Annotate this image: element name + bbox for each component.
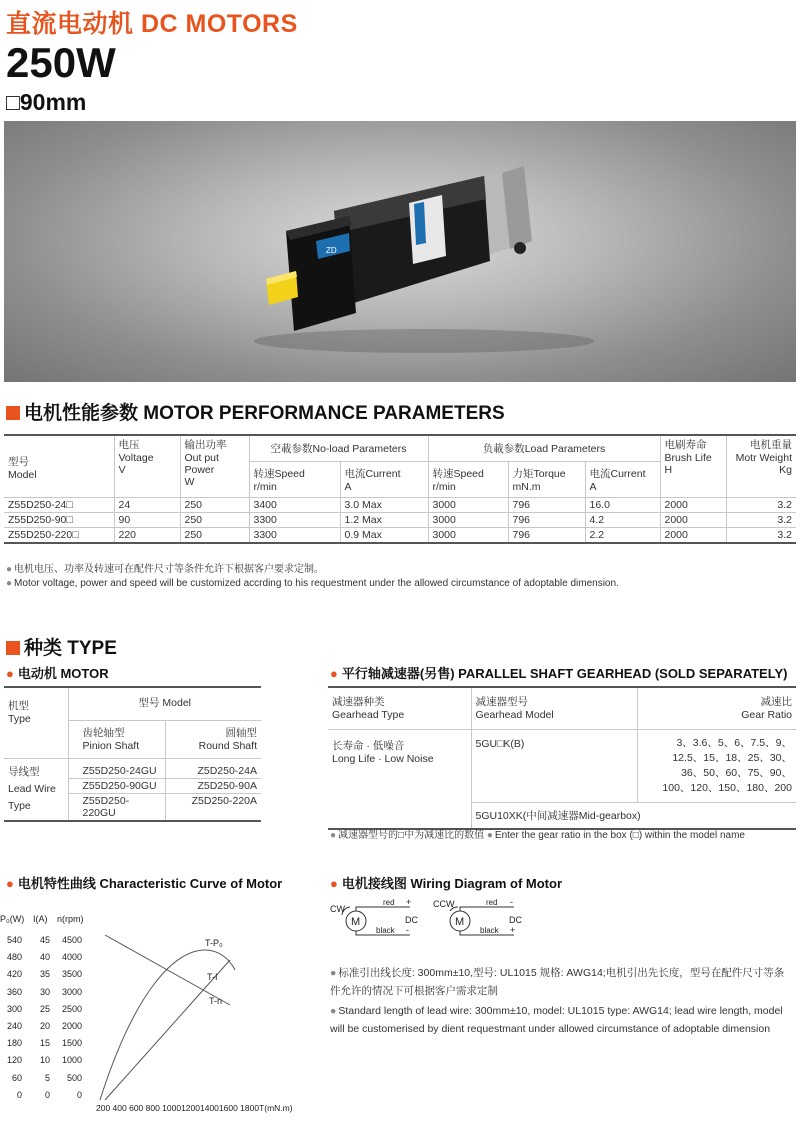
perf-note-cn: ● 电机电压、功率及转速可在配件尺寸等条件允许下根据客户要求定制。	[6, 564, 325, 575]
svg-text:DC: DC	[405, 915, 418, 925]
col-noload-speed: 转速Speed r/min	[249, 462, 340, 498]
motor-subheading: ● 电动机 MOTOR	[6, 666, 109, 681]
col-brush: 电刷寿命 Brush Life H	[660, 435, 726, 498]
perf-note-en: ● Motor voltage, power and speed will be customized accrding to his requestment under the allowed circumstance of adoptable dimension.	[6, 578, 619, 589]
orange-dot-icon: ●	[330, 876, 338, 891]
svg-text:DC: DC	[509, 915, 522, 925]
tick-label: 60	[11, 1072, 22, 1083]
tick-label: 45	[39, 935, 50, 945]
table-row: 导线型 Lead Wire Type Z55D250-24GU Z5D250-24A	[4, 759, 261, 779]
table-row: 长寿命 · 低噪音 Long Life · Low Noise 5GU□K(B) 3、3.6、5、6、7.5、9、 12.5、15、18、25、30、 36、50、60、75、90、 100、120、150、180、200	[328, 730, 796, 803]
svg-text:-: -	[510, 897, 513, 907]
tick-label: 4500	[61, 935, 82, 945]
svg-text:red: red	[383, 898, 395, 907]
orange-dot-icon: ●	[6, 666, 14, 681]
tick-label: 5	[44, 1072, 50, 1083]
curve-po-label: T-P₀	[205, 938, 223, 948]
power-rating: 250W	[6, 39, 116, 86]
axis-i-label: I(A)	[33, 914, 48, 924]
table-row: 5GU10XK(中间减速器Mid-gearbox)	[328, 803, 796, 830]
tick-label: 4000	[61, 952, 82, 963]
tick-label: 480	[6, 952, 22, 963]
tick-label: 420	[6, 969, 22, 980]
tick-label: 0	[44, 1089, 50, 1100]
motor-photo	[4, 121, 796, 382]
tick-label: 15	[39, 1038, 50, 1049]
tick-label: 500	[66, 1072, 82, 1083]
col-model: 型号 Model	[68, 687, 261, 721]
col-gear-ratio: 减速比 Gear Ratio	[637, 687, 796, 730]
gearhead-table	[328, 686, 796, 830]
tick-label: 180	[6, 1038, 22, 1049]
wiring-text-cn: ● 标准引出线长度: 300mm±10,型号: UL1015 规格: AWG14;电机引出先长度，型号在配件尺寸等条件允许的情况下可根据客户需求定制	[330, 967, 785, 997]
tick-label: 3000	[61, 986, 82, 997]
table-row: Z55D250-220GU Z5D250-220A	[4, 794, 261, 822]
table-row: Z55D250-220□ 220 250 3300 0.9 Max 3000 796 2.2 2000 3.2	[4, 528, 796, 544]
performance-heading: 电机性能参数 MOTOR PERFORMANCE PARAMETERS	[6, 398, 505, 425]
table-row: Z55D250-90□ 90 250 3300 1.2 Max 3000 796 4.2 2000 3.2	[4, 513, 796, 528]
wiring-heading: ● 电机接线图 Wiring Diagram of Motor	[330, 876, 563, 891]
gear-note: ● 减速器型号的□中为减速比的数值 ● Enter the gear ratio in the box (□) within the model name	[330, 830, 745, 841]
tick-label: 25	[39, 1003, 50, 1014]
table-row: Z55D250-90GU Z5D250-90A	[4, 779, 261, 794]
characteristic-curve	[95, 930, 295, 1110]
tick-label: 40	[39, 952, 50, 963]
svg-text:M: M	[351, 916, 361, 928]
tick-label: 35	[39, 969, 50, 980]
tick-label: 300	[6, 1003, 22, 1014]
col-round: 圆轴型 Round Shaft	[165, 721, 261, 759]
col-pinion: 齿轮轴型 Pinion Shaft	[68, 721, 165, 759]
tick-label: 360	[6, 986, 22, 997]
col-load-torque: 力矩Torque mN.m	[508, 462, 585, 498]
photo-label: ZD	[326, 246, 337, 255]
type-heading: 种类 TYPE	[6, 633, 117, 660]
tick-label: 30	[39, 986, 50, 997]
tick-label: 2000	[61, 1021, 82, 1031]
curve-n-label: T-n	[209, 996, 223, 1006]
wiring-diagram	[328, 895, 538, 945]
curve-i-label: T-I	[207, 972, 218, 982]
axis-n-label: n(rpm)	[57, 914, 84, 924]
ccw-label: CCW	[433, 899, 455, 909]
svg-text:+: +	[510, 925, 516, 935]
tick-label: 0	[16, 1089, 22, 1100]
col-gear-type: 减速器种类 Gearhead Type	[328, 687, 471, 730]
x-axis-label: 200 400 600 800 1000120014001600 1800T(mN.m)	[96, 1103, 293, 1113]
orange-dot-icon: ●	[6, 876, 14, 891]
tick-label: 540	[6, 935, 22, 945]
frame-size: □90mm	[6, 89, 87, 115]
wiring-text-en: ● Standard length of lead wire: 300mm±10, model: UL1015 type: AWG14; lead wire length, model will be customerised by dient requestmant under allowed circumstance of adoptable dimension	[330, 1005, 783, 1035]
cw-label: CW	[330, 904, 345, 914]
col-load: 负載参数Load Parameters	[428, 435, 660, 462]
tick-label: 20	[39, 1021, 50, 1031]
col-gear-model: 减速器型号 Gearhead Model	[471, 687, 637, 730]
svg-text:-: -	[406, 925, 409, 935]
tick-label: 3500	[61, 969, 82, 980]
col-power: 输出功率 Out put Power W	[180, 435, 249, 498]
curve-heading: ● 电机特性曲线 Characteristic Curve of Motor	[6, 876, 283, 891]
col-model: 型号 Model	[4, 435, 114, 498]
motor-type-table	[4, 686, 261, 822]
col-load-speed: 转速Speed r/min	[428, 462, 508, 498]
orange-square-icon	[6, 406, 20, 420]
col-type: 机型 Type	[4, 687, 68, 759]
col-load-current: 电流Current A	[585, 462, 660, 498]
table-row: Z55D250-24□ 24 250 3400 3.0 Max 3000 796 16.0 2000 3.2	[4, 498, 796, 513]
tick-label: 2500	[61, 1003, 82, 1014]
col-voltage: 电压 Voltage V	[114, 435, 180, 498]
performance-table	[4, 434, 796, 544]
col-noload-current: 电流Current A	[340, 462, 428, 498]
col-noload: 空載参数No-load Parameters	[249, 435, 428, 462]
tick-label: 1000	[61, 1055, 82, 1066]
tick-label: 1500	[61, 1038, 82, 1049]
col-weight: 电机重量 Motr Weight Kg	[726, 435, 796, 498]
page-title: 直流电动机 DC MOTORS	[6, 10, 298, 38]
svg-text:+: +	[406, 897, 412, 907]
tick-label: 10	[39, 1055, 50, 1066]
tick-label: 120	[6, 1055, 22, 1066]
axis-po-label: P₀(W)	[0, 914, 25, 924]
svg-text:black: black	[480, 926, 499, 935]
svg-text:red: red	[486, 898, 498, 907]
tick-label: 0	[76, 1089, 82, 1100]
orange-dot-icon: ●	[330, 666, 338, 681]
svg-text:M: M	[455, 916, 465, 928]
gear-subheading: ● 平行轴减速器(另售) PARALLEL SHAFT GEARHEAD (SOLD SEPARATELY)	[330, 666, 788, 681]
svg-text:black: black	[376, 926, 395, 935]
orange-square-icon	[6, 641, 20, 655]
tick-label: 240	[6, 1021, 22, 1031]
motor-illustration	[4, 121, 796, 382]
